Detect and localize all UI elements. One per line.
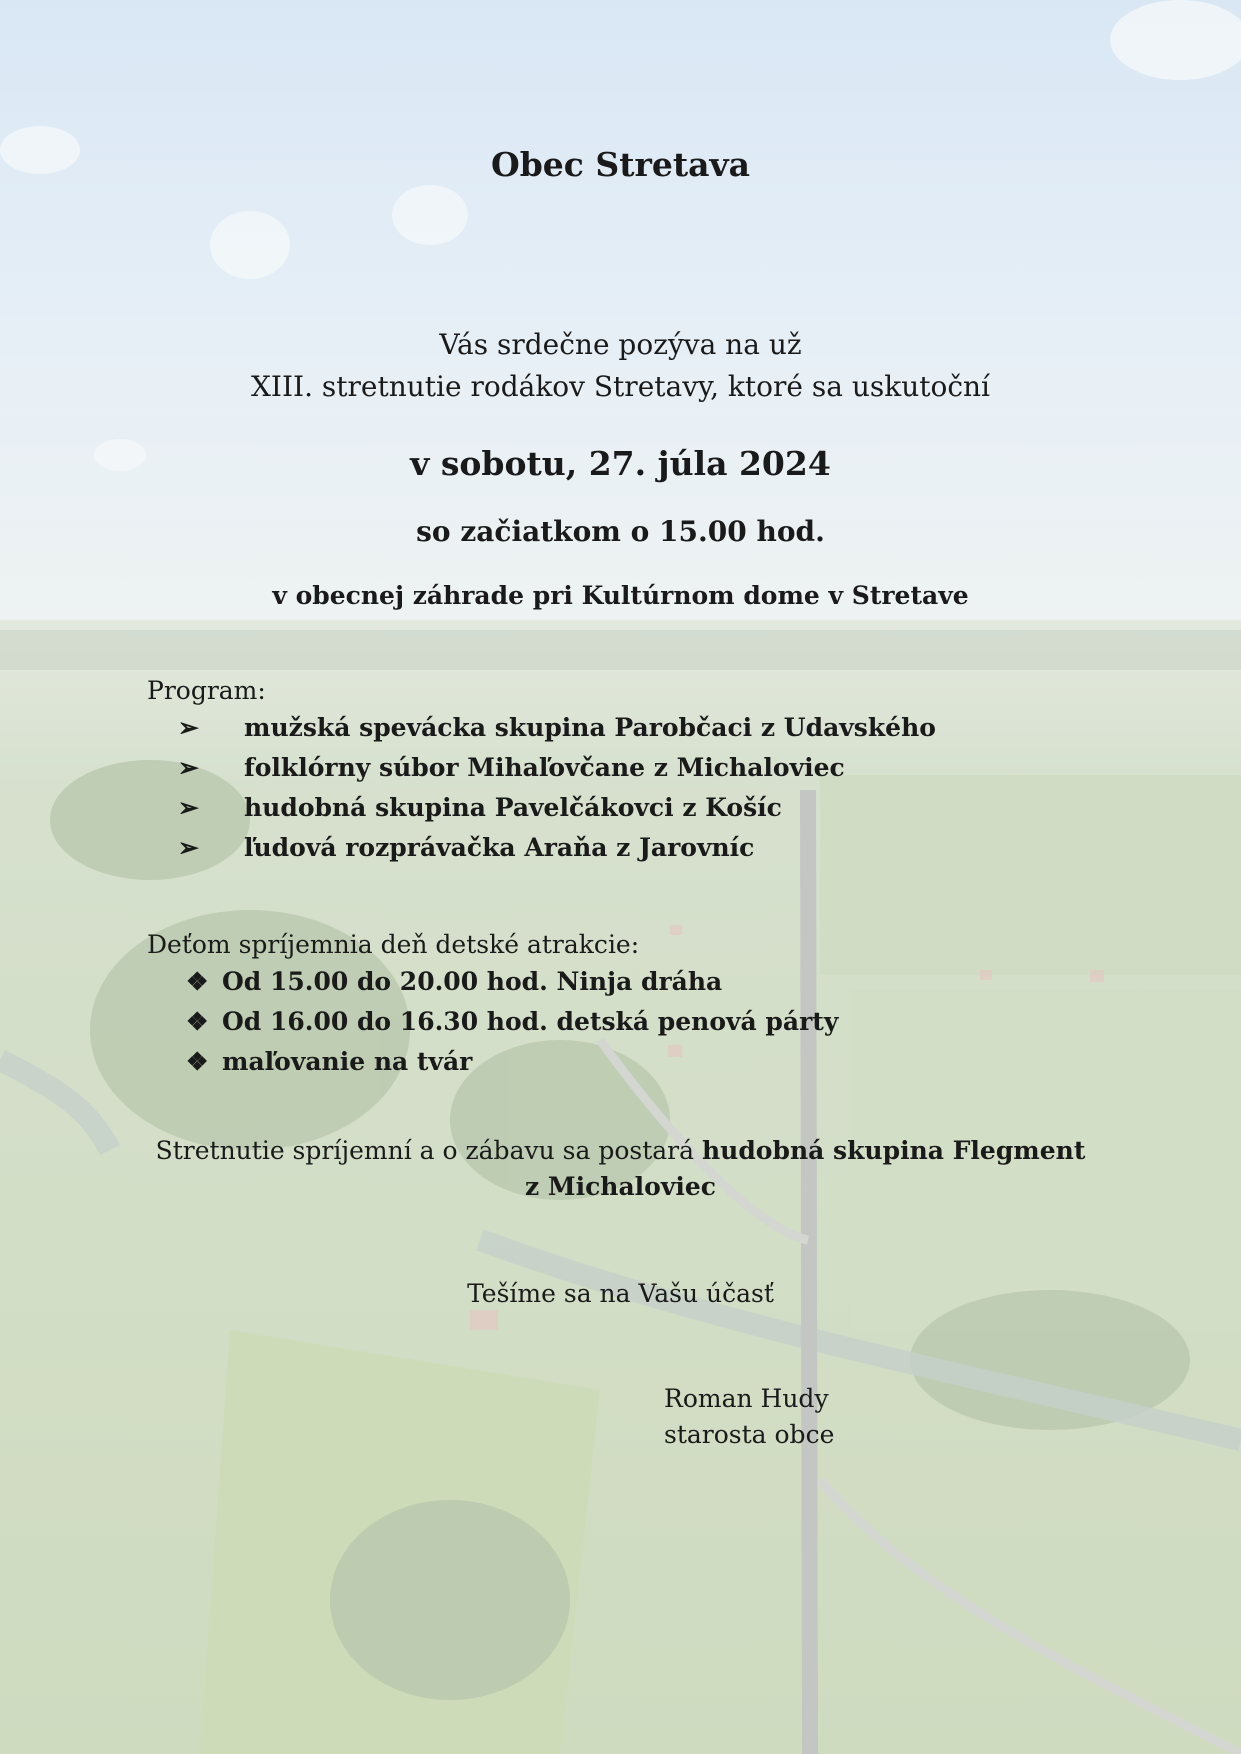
diamond-bullet-icon: ❖ (186, 1007, 209, 1036)
invitation-line-2: XIII. stretnutie rodákov Stretavy, ktoré sa uskutoční (250, 370, 991, 403)
arrow-bullet-icon: ➢ (178, 833, 199, 862)
program-item-text: ľudová rozprávačka Araňa z Jarovníc (244, 833, 755, 862)
event-date: v sobotu, 27. júla 2024 (410, 444, 831, 483)
diamond-bullet-icon: ❖ (186, 967, 209, 996)
entertainment-text: Stretnutie spríjemní a o zábavu sa postará (155, 1136, 702, 1165)
kids-item-text: Od 15.00 do 20.00 hod. Ninja dráha (222, 967, 723, 996)
diamond-bullet-icon: ❖ (186, 1047, 209, 1076)
closing-thanks: Tešíme sa na Vašu účasť (467, 1279, 774, 1308)
arrow-bullet-icon: ➢ (178, 753, 199, 782)
invitation-line-1: Vás srdečne pozýva na už (439, 328, 802, 361)
program-item-text: hudobná skupina Pavelčákovci z Košíc (244, 793, 782, 822)
program-label: Program: (147, 676, 266, 705)
arrow-bullet-icon: ➢ (178, 713, 199, 742)
signature-role: starosta obce (664, 1420, 835, 1449)
kids-label: Deťom spríjemnia deň detské atrakcie: (147, 930, 640, 959)
program-item-text: folklórny súbor Mihaľovčane z Michaloviec (244, 753, 845, 782)
event-time: so začiatkom o 15.00 hod. (416, 515, 825, 548)
program-item-text: mužská spevácka skupina Parobčaci z Udavského (244, 713, 936, 742)
arrow-bullet-icon: ➢ (178, 793, 199, 822)
kids-item-text: maľovanie na tvár (222, 1047, 473, 1076)
band-name: hudobná skupina Flegment (701, 1136, 1086, 1165)
band-origin: z Michaloviec (525, 1172, 716, 1201)
signature-name: Roman Hudy (664, 1384, 829, 1413)
kids-item-text: Od 16.00 do 16.30 hod. detská penová párty (222, 1007, 839, 1036)
entertainment-line (0, 1136, 1241, 1165)
event-place: v obecnej záhrade pri Kultúrnom dome v Stretave (272, 581, 969, 610)
page-title: Obec Stretava (490, 145, 751, 184)
